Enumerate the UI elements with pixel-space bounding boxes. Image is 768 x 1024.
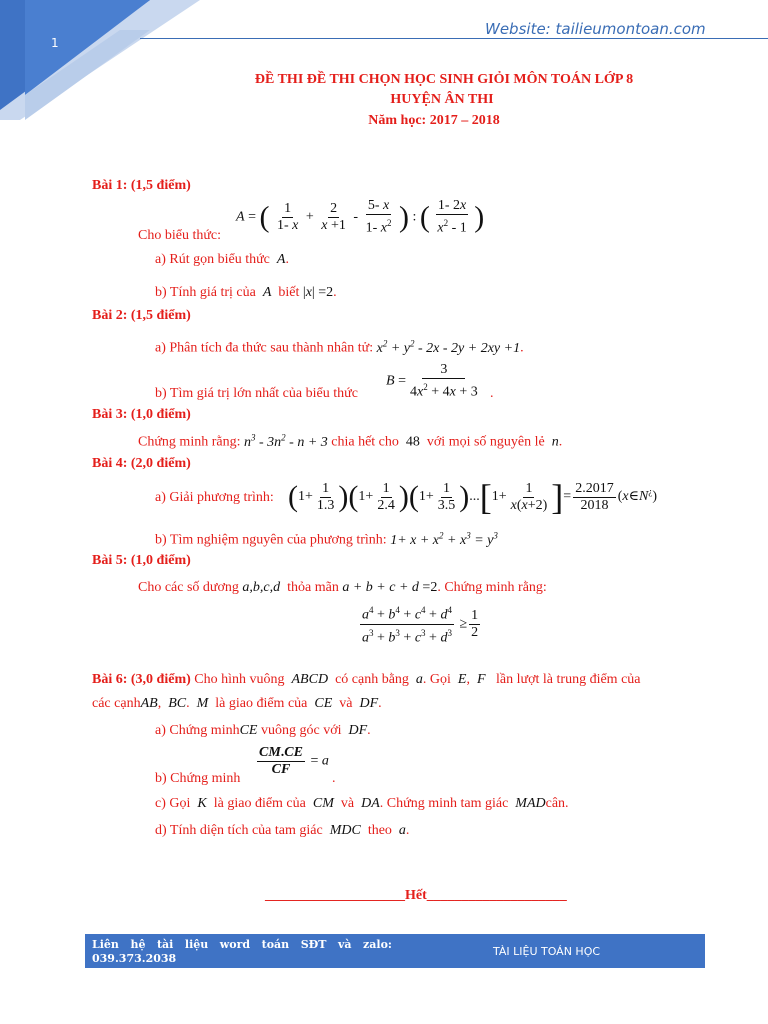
bai4-header: Bài 4: (2,0 điểm) (92, 456, 191, 471)
end-marker: ____________________Hết____________________ (265, 888, 567, 903)
bai6-c: c) Gọi K là giao điểm của CM và DA. Chứng minh tam giác MADcân. (155, 796, 569, 811)
bai6-c5: cân. (545, 796, 569, 811)
bai6-c3: và (340, 796, 355, 811)
bai3-header: Bài 3: (1,0 điểm) (92, 407, 191, 422)
bai5-text: Cho các số dương a,b,c,d thỏa mãn a + b + c + d =2. Chứng minh rằng: (138, 580, 547, 595)
bai1-b-text2: biết (278, 285, 300, 300)
bai5-header: Bài 5: (1,0 điểm) (92, 553, 191, 568)
bai6-a2: vuông góc với (260, 723, 342, 738)
bai6-b-formula: $\frac{CM.CE}{CF}$ = a (259, 745, 329, 777)
bai5-text1: Cho các số dương (138, 580, 239, 595)
bai6-line2-a: các cạnh (92, 696, 141, 711)
bai2-header: Bài 2: (1,5 điểm) (92, 308, 191, 323)
bai4-b-text: b) Tìm nghiệm nguyên của phương trình: (155, 532, 387, 548)
bai5-inequality: $\frac{a^4 + b^4 + c^4 + d^4}{a^3 + b^3 + c^3 + d^3}$ ≥ $\frac{1}{2}$ (358, 602, 482, 646)
bai2-a-text: a) Phân tích đa thức sau thành nhân tử: (155, 340, 374, 356)
bai6-line2-b: là giao điểm của (215, 696, 308, 711)
bai2-b-dot: . (490, 386, 494, 401)
footer-contact[interactable]: Liên hệ tài liệu word toán SĐT và zalo: 039.373.2038 (92, 938, 392, 965)
bai5-text2: thỏa mãn (287, 580, 339, 595)
bai6-line1-b: có cạnh bằng (335, 672, 409, 687)
bai6-d: d) Tính diện tích của tam giác MDC theo a. (155, 823, 410, 838)
bai3-text2: chia hết cho (331, 434, 399, 450)
header-rule (140, 38, 768, 39)
bai6-a1: a) Chứng minh (155, 723, 240, 738)
bai3-text1: Chứng minh rằng: (138, 434, 241, 450)
bai6-c1: c) Gọi (155, 796, 191, 811)
bai6-header: Bài 6: (3,0 điểm) (92, 672, 191, 687)
bai1-a-text: a) Rút gọn biểu thức (155, 252, 270, 267)
bai1-b: b) Tính giá trị của A biết |x| =2. (155, 285, 337, 300)
bai6-line1-c: . Gọi (422, 672, 451, 687)
title-line-3: Năm học: 2017 – 2018 (368, 113, 500, 128)
bai6-d1: d) Tính diện tích của tam giác (155, 823, 323, 838)
bai2-formula-B: B = $\frac{3}{4x^2 + 4x + 3}$ (386, 362, 478, 400)
bai4-a-text: a) Giải phương trình: (155, 490, 274, 505)
bai4-equation: (1+ $\frac{1}{1.3}$ )(1+ $\frac{1}{2.4}$ )(1+ $\frac{1}{3.5}$ )...[1+ $\frac{1}{x(x+2)}$ ]= $\frac{2.2017}{2018}$ (x∈N¿) (288, 477, 657, 517)
bai1-a: a) Rút gọn biểu thức A. (155, 252, 289, 267)
title-line-2: HUYỆN ÂN THI (390, 92, 494, 107)
bai2-b: b) Tìm giá trị lớn nhất của biểu thức (155, 386, 358, 401)
title-line-1: ĐỀ THI ĐỀ THI CHỌN HỌC SINH GIỎI MÔN TOÁN LỚP 8 (254, 72, 634, 87)
website-header[interactable]: Website: tailieumontoan.com (485, 20, 706, 38)
bai6-b-dot: . (332, 771, 336, 786)
bai6-line2-c: và (339, 696, 353, 711)
bai6-line1-a: Cho hình vuông (194, 672, 285, 687)
bai6-line1: Bài 6: (3,0 điểm) Cho hình vuông ABCD có cạnh bằng a. Gọi E, F lần lượt là trung điểm của (92, 672, 641, 687)
bai6-c2: là giao điểm của (213, 796, 306, 811)
footer-brand: TÀI LIỆU TOÁN HỌC (493, 945, 601, 958)
bai6-a: a) Chứng minhCE vuông góc với DF. (155, 723, 371, 738)
page-number: 1 (51, 36, 59, 50)
bai6-b (155, 771, 240, 787)
bai1-header: Bài 1: (1,5 điểm) (92, 178, 191, 193)
bai2-a: a) Phân tích đa thức sau thành nhân tử: $x^2 + y^2 - 2x - 2y + 2xy +1$. (155, 338, 524, 356)
bai3-text3: với mọi số nguyên lẻ (426, 434, 545, 450)
bai1-intro: Cho biểu thức: (138, 228, 222, 243)
bai4-b: b) Tìm nghiệm nguyên của phương trình: $1+ x + x^2 + x^3 = y^3$ (155, 530, 498, 548)
bai6-b-text: b) Chứng minh (155, 771, 241, 786)
bai1-formula-A: A = ( $\frac{1}{1- x}$ + $\frac{2}{x +1}$ - $\frac{5- x}{1- x^2}$ ) : ( $\frac{1- 2x}{x^2 - 1}$ ) (236, 198, 485, 236)
bai1-b-text1: b) Tính giá trị của (155, 285, 256, 300)
bai6-line1-d: lần lượt là trung điểm của (496, 672, 641, 687)
bai6-d2: theo (367, 823, 392, 838)
bai6-line2: các cạnhAB, BC. M là giao điểm của CE và DF. (92, 696, 382, 711)
bai3-text: Chứng minh rằng: $n^3 - 3n^2 - n + 3$ chia hết cho 48 với mọi số nguyên lẻ n. (138, 432, 563, 450)
bai6-c4: . Chứng minh tam giác (379, 796, 509, 811)
bai5-text3: . Chứng minh rằng: (437, 580, 547, 595)
